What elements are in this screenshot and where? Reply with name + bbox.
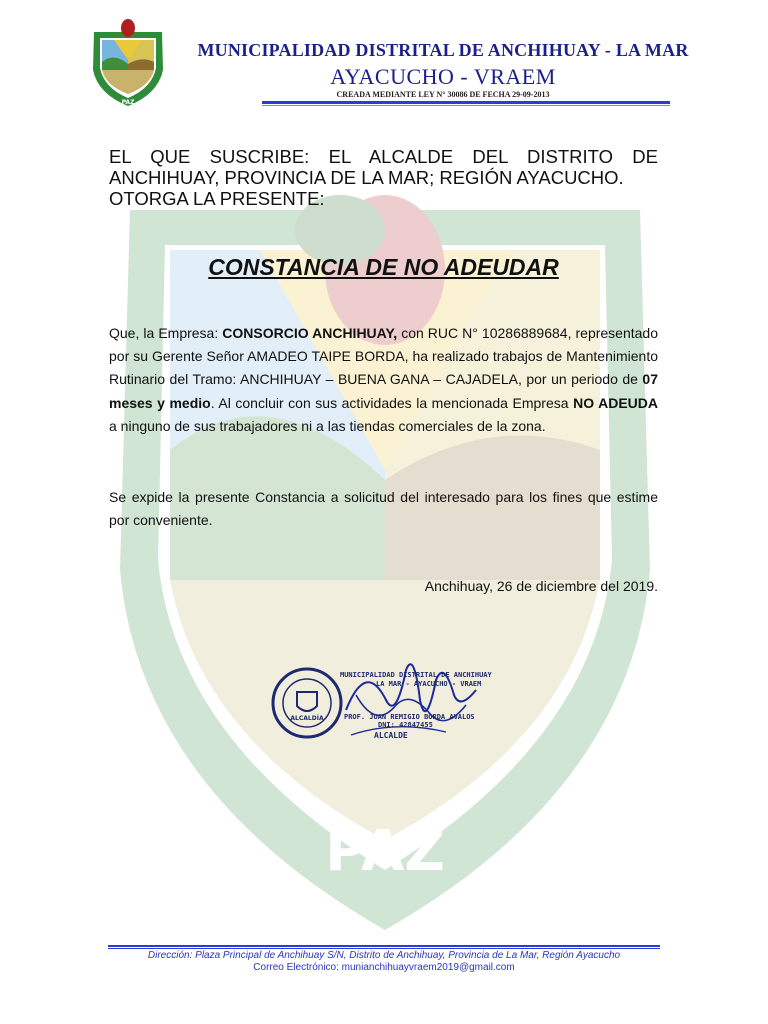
issue-date: Anchihuay, 26 de diciembre del 2019.	[424, 578, 658, 594]
p1-text-3: . Al concluir con sus actividades la mencionada Empresa	[210, 394, 574, 411]
header-rule	[262, 101, 670, 104]
header-rule-thin	[262, 105, 670, 106]
company-name: CONSORCIO ANCHIHUAY,	[222, 325, 398, 341]
p1-text-1: Que, la Empresa:	[109, 325, 223, 341]
creation-law-line: CREADA MEDIANTE LEY N° 30086 DE FECHA 29-09-2013	[336, 90, 550, 99]
svg-text:PAZ: PAZ	[325, 819, 445, 884]
municipal-shield-logo	[88, 18, 168, 108]
p1-text-4: a ninguno de sus trabajadores ni a las tiendas comerciales de la zona.	[109, 417, 546, 434]
intro-text: EL QUE SUSCRIBE: EL ALCALDE DEL DISTRITO DE ANCHIHUAY, PROVINCIA DE LA MAR; REGIÓN AYACUCHO.	[109, 146, 658, 188]
footer-address: Dirección: Plaza Principal de Anchihuay S/N, Distrito de Anchihuay, Provincia de La Mar, Región Ayacucho	[147, 950, 621, 961]
footer-email: Correo Electrónico: munianchihuayvraem2019@gmail.com	[253, 962, 515, 973]
letterhead	[0, 0, 768, 110]
seal-text: ALCALDÍA	[290, 715, 324, 722]
footer-rule	[108, 945, 660, 947]
signatory-role: ALCALDE	[374, 731, 408, 740]
signature-stamp-line2: LA MAR - AYACUCHO - VRAEM	[376, 680, 482, 688]
main-paragraph	[109, 322, 658, 438]
signature-stamp-name	[344, 713, 475, 729]
debt-status: NO ADEUDA	[573, 394, 658, 411]
official-seal-stamp	[270, 666, 344, 740]
signatory-name: PROF. JUAN REMIGIO BORDA AVALOS	[344, 713, 475, 721]
p1-text-2: con RUC N° 10286889684, representado por su Gerente Señor AMADEO TAIPE BORDA, ha realizado trabajos de Mantenimiento Rutinario del Tramo: ANCHIHUAY – BUENA GANA – CAJADELA, por un periodo de	[109, 325, 658, 388]
closing-paragraph: Se expide la presente Constancia a solicitud del interesado para los fines que estime por conveniente.	[109, 489, 658, 529]
work-period: 07 meses y medio	[109, 371, 658, 411]
institution-title: MUNICIPALIDAD DISTRITAL DE ANCHIHUAY - LA MAR	[197, 40, 689, 60]
signatory-dni: DNI: 42847455	[378, 721, 433, 729]
intro-statement	[109, 146, 658, 209]
signature-stamp-line1: MUNICIPALIDAD DISTRITAL DE ANCHIHUAY	[340, 671, 492, 679]
handwritten-signature	[336, 640, 486, 750]
intro-grant-text: OTORGA LA PRESENTE:	[109, 188, 325, 209]
document-heading: CONSTANCIA DE NO ADEUDAR	[208, 254, 559, 280]
logo-text: PAZ	[121, 99, 135, 106]
institution-subtitle: AYACUCHO - VRAEM	[330, 64, 556, 89]
footer-rule-thin	[108, 948, 660, 949]
